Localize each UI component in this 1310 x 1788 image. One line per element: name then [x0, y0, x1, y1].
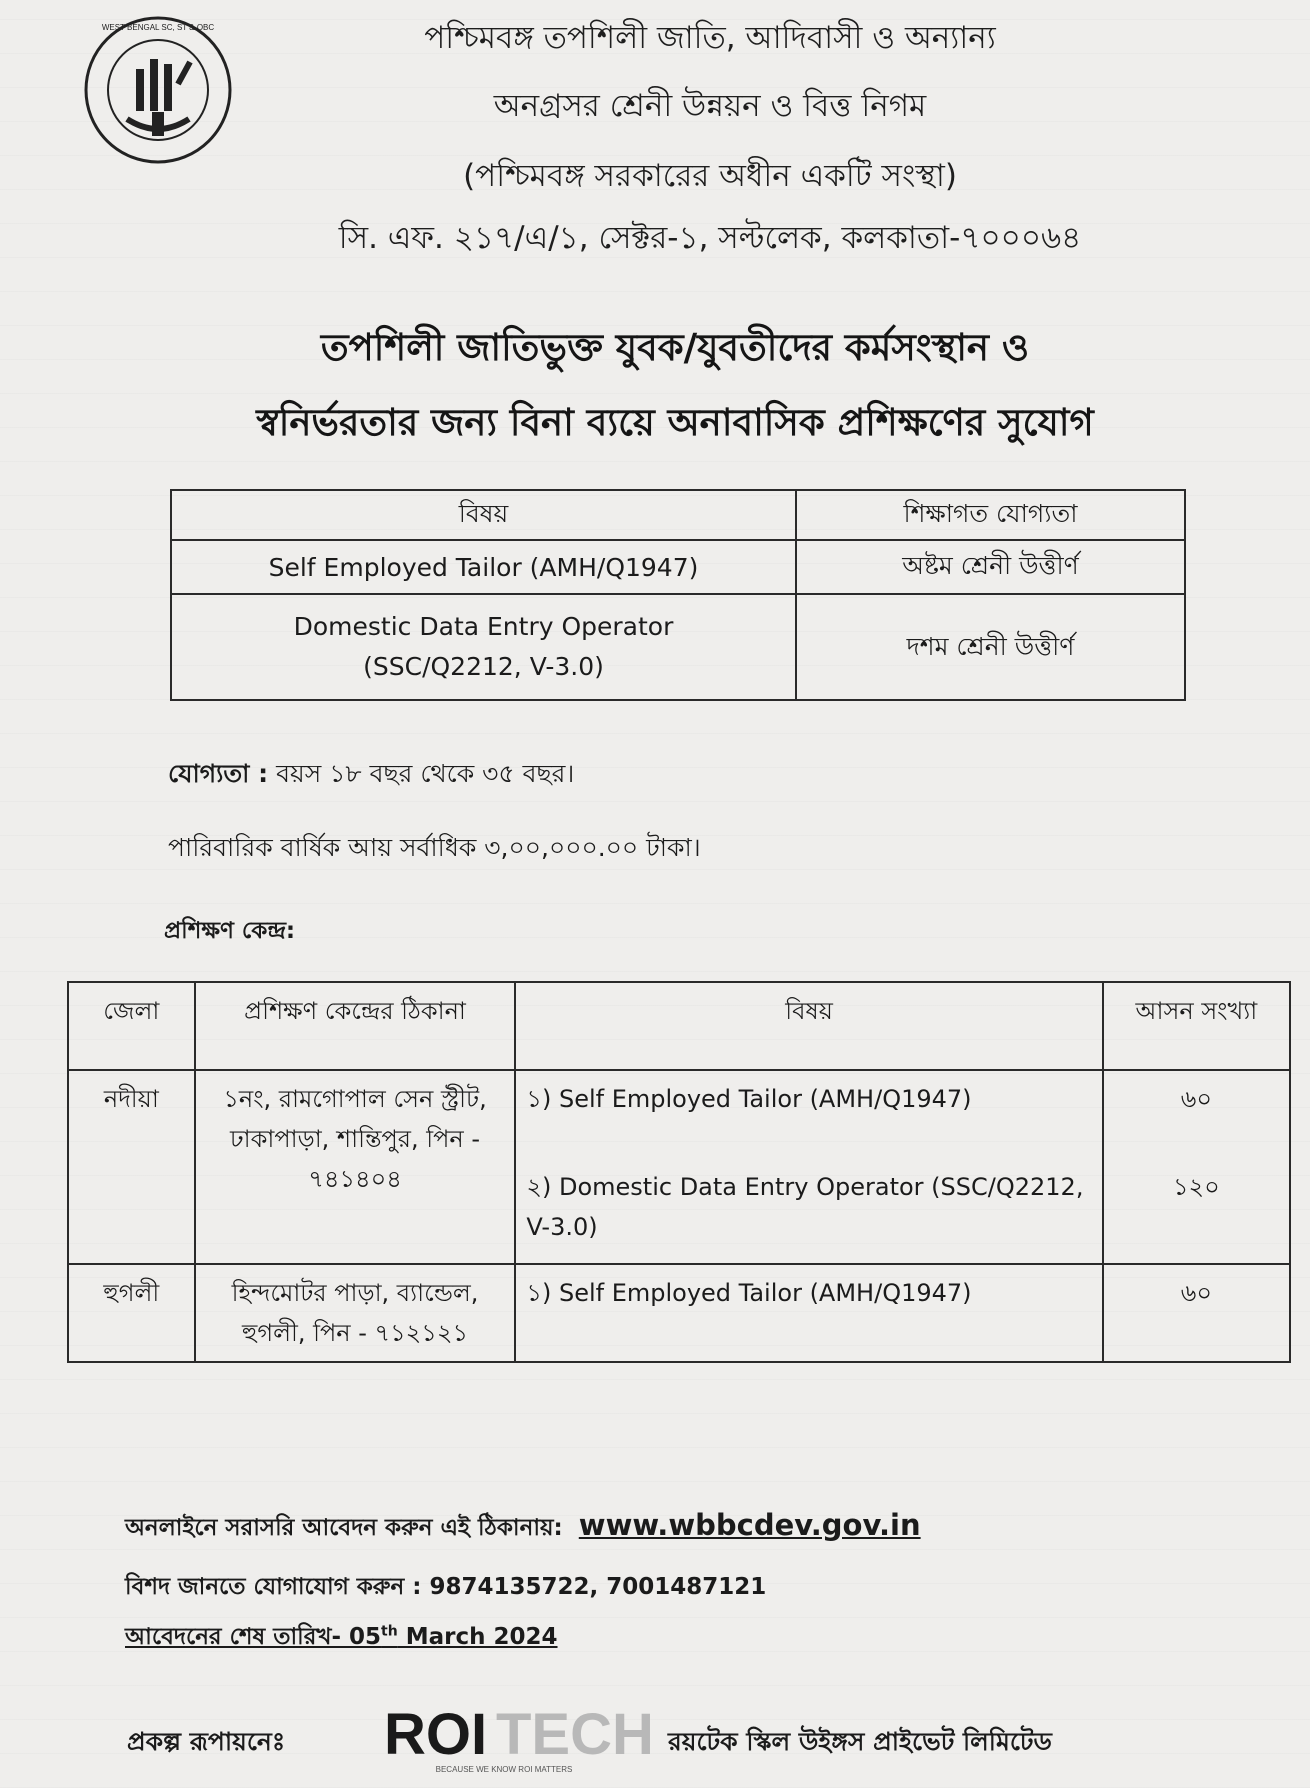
- contact-info: বিশদ জানতে যোগাযোগ করুন : 9874135722, 7001487121: [125, 1574, 767, 1600]
- centre-table: [67, 981, 1291, 1363]
- table-row: [68, 1264, 1290, 1362]
- course-subject: Self Employed Tailor (AMH/Q1947): [171, 540, 796, 594]
- apply-text: অনলাইনে সরাসরি আবেদন করুন এই ঠিকানায়:: [125, 1515, 563, 1541]
- course-subject-line1: Domestic Data Entry Operator: [293, 612, 674, 641]
- org-address: সি. এফ. ২১৭/এ/১, সেক্টর-১, সল্টলেক, কলকাতা-৭০০০৬৪: [338, 220, 1082, 256]
- centre-address: ১নং, রামগোপাল সেন স্ট্রীট, ঢাকাপাড়া, শান্তিপুর, পিন - ৭৪১৪০৪: [195, 1070, 516, 1264]
- svg-text:ROI: ROI: [384, 1702, 488, 1767]
- centre-seat-count: ১২০: [1172, 1173, 1220, 1201]
- centre-subject-item: ১) Self Employed Tailor (AMH/Q1947): [526, 1085, 972, 1113]
- website-link[interactable]: www.wbbcdev.gov.in: [578, 1508, 921, 1542]
- course-table: [170, 489, 1186, 701]
- course-table-header: [171, 490, 1185, 540]
- notice-title-line2: স্বনির্ভরতার জন্য বিনা ব্যয়ে অনাবাসিক প্রশিক্ষণের সুযোগ: [256, 401, 1094, 444]
- centre-subjects: [515, 1070, 1102, 1264]
- table-row: [171, 540, 1185, 594]
- centre-subject-item: ১) Self Employed Tailor (AMH/Q1947): [526, 1279, 972, 1307]
- deadline-sup: th: [381, 1623, 398, 1640]
- svg-text:TECH: TECH: [496, 1702, 654, 1767]
- svg-text:BECAUSE WE KNOW ROI MATTERS: BECAUSE WE KNOW ROI MATTERS: [435, 1765, 573, 1774]
- centre-seat-count: ৬০: [1180, 1085, 1212, 1113]
- deadline: [125, 1618, 558, 1657]
- eligibility-income: পারিবারিক বার্ষিক আয় সর্বাধিক ৩,০০,০০০.০০ টাকা।: [168, 833, 701, 862]
- table-row: [171, 594, 1185, 700]
- table-row: [68, 1070, 1290, 1264]
- course-header-qualification: শিক্ষাগত যোগ্যতা: [796, 490, 1185, 540]
- course-qualification: দশম শ্রেনী উত্তীর্ণ: [796, 594, 1185, 700]
- centre-subjects: [515, 1264, 1102, 1362]
- centre-label: প্রশিক্ষণ কেন্দ্র:: [164, 918, 296, 944]
- course-subject: [171, 594, 796, 700]
- svg-text:WEST BENGAL SC, ST & OBC: WEST BENGAL SC, ST & OBC: [101, 23, 215, 32]
- centre-seat-count: ৬০: [1180, 1279, 1212, 1307]
- header-subject: বিষয়: [515, 982, 1102, 1070]
- org-subtitle: (পশ্চিমবঙ্গ সরকারের অধীন একটি সংস্থা): [463, 158, 957, 194]
- header-seats: আসন সংখ্যা: [1103, 982, 1290, 1070]
- course-subject-line2: (SSC/Q2212, V-3.0): [363, 652, 604, 681]
- apply-online: [125, 1508, 921, 1548]
- roitech-logo: [384, 1698, 654, 1778]
- eligibility-age: [168, 754, 574, 797]
- deadline-text: আবেদনের শেষ তারিখ- 05: [125, 1624, 382, 1650]
- course-header-subject: বিষয়: [171, 490, 796, 540]
- course-qualification: অষ্টম শ্রেনী উত্তীর্ণ: [796, 540, 1185, 594]
- org-name-line2: অনগ্রসর শ্রেনী উন্নয়ন ও বিত্ত নিগম: [493, 88, 927, 124]
- eligibility-age-text: বয়স ১৮ বছর থেকে ৩৫ বছর।: [276, 759, 575, 788]
- centre-district: নদীয়া: [68, 1070, 195, 1264]
- centre-seats: [1103, 1264, 1290, 1362]
- header-district: জেলা: [68, 982, 195, 1070]
- org-name-line1: পশ্চিমবঙ্গ তপশিলী জাতি, আদিবাসী ও অন্যান্য: [424, 20, 996, 56]
- centre-seats: [1103, 1070, 1290, 1264]
- centre-subject-item: ২) Domestic Data Entry Operator (SSC/Q2212, V-3.0): [526, 1173, 1084, 1241]
- centre-table-header: [68, 982, 1290, 1070]
- centre-address: হিন্দমোটর পাড়া, ব্যান্ডেল, হুগলী, পিন - ৭১২১২১: [195, 1264, 516, 1362]
- notice-title-line1: তপশিলী জাতিভুক্ত যুবক/যুবতীদের কর্মসংস্থান ও: [320, 326, 1030, 369]
- header-address: প্রশিক্ষণ কেন্দ্রের ঠিকানা: [195, 982, 516, 1070]
- eligibility-label: যোগ্যতা :: [168, 759, 269, 788]
- centre-district: হুগলী: [68, 1264, 195, 1362]
- deadline-rest: March 2024: [397, 1624, 558, 1650]
- company-name: রয়টেক স্কিল উইঙ্গস প্রাইভেট লিমিটেড: [668, 1727, 1052, 1756]
- project-label: প্রকল্প রূপায়নেঃ: [127, 1727, 286, 1756]
